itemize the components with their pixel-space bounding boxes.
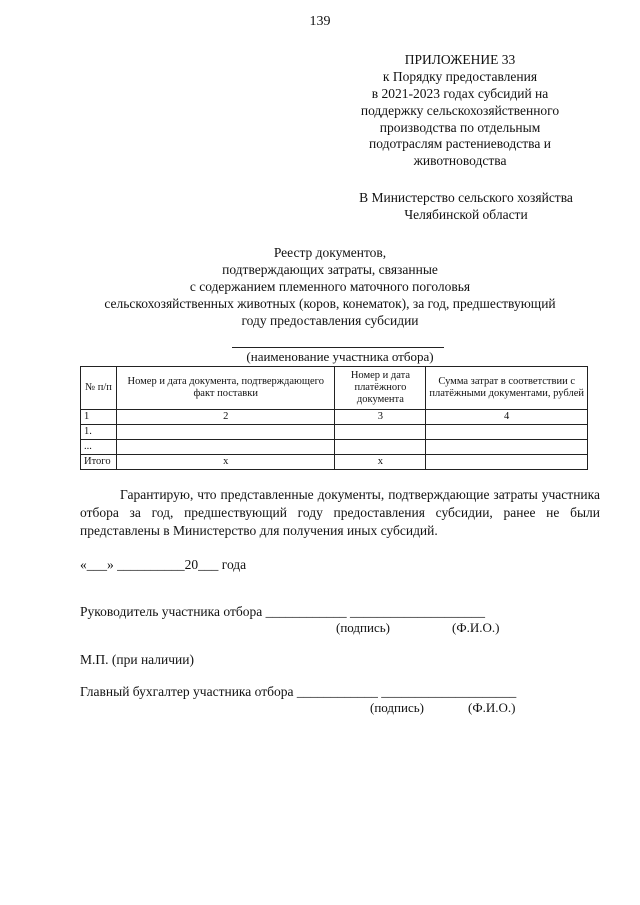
table-header-row bbox=[81, 367, 588, 410]
title-line: с содержанием племенного маточного поголовья bbox=[189, 278, 471, 294]
accountant-signature-label: Главный бухгалтер участника отбора bbox=[80, 684, 294, 699]
header-number: № п/п bbox=[81, 367, 117, 410]
accountant-signature-blank: ____________ ____________________ bbox=[296, 684, 517, 699]
head-signature-caption: (подпись) bbox=[336, 620, 390, 635]
header-cost-amount: Сумма затрат в соответствии с платёжными документами, рублей bbox=[426, 367, 588, 410]
head-name-caption: (Ф.И.О.) bbox=[452, 620, 500, 635]
participant-caption: (наименование участника отбора) bbox=[246, 349, 434, 364]
addressee-line: В Министерство сельского хозяйства bbox=[359, 190, 573, 205]
table-cell: ... bbox=[81, 440, 117, 455]
table-cell bbox=[335, 440, 426, 455]
table-cell bbox=[116, 440, 335, 455]
table-cell: 2 bbox=[116, 410, 335, 425]
appendix-block bbox=[340, 52, 580, 170]
title-line: Реестр документов, bbox=[273, 245, 387, 260]
header-delivery-document: Номер и дата документа, подтверждающего факт поставки bbox=[116, 367, 335, 410]
appendix-title: ПРИЛОЖЕНИЕ 33 bbox=[404, 52, 516, 67]
date-line: «___» __________20___ года bbox=[80, 557, 247, 572]
table-cell: x bbox=[335, 455, 426, 470]
document-title bbox=[60, 245, 600, 329]
table-cell: 1. bbox=[81, 425, 117, 440]
page-number: 139 bbox=[309, 14, 331, 29]
appendix-line: поддержку сельскохозяйственного bbox=[360, 102, 560, 118]
head-signature-blank: ____________ ____________________ bbox=[265, 604, 485, 619]
accountant-signature-caption: (подпись) bbox=[370, 700, 424, 715]
table-row bbox=[81, 425, 588, 440]
table-cell bbox=[335, 425, 426, 440]
table-cell bbox=[426, 425, 588, 440]
table-cell: 3 bbox=[335, 410, 426, 425]
appendix-line: производства по отдельным bbox=[379, 119, 541, 135]
table-cell: x bbox=[116, 455, 335, 470]
header-payment-document: Номер и дата платёжного документа bbox=[335, 367, 426, 410]
appendix-line: подотраслям растениеводства и bbox=[369, 136, 551, 152]
title-line: сельскохозяйственных животных (коров, конематок), за год, предшествующий bbox=[104, 295, 556, 311]
table-cell bbox=[426, 440, 588, 455]
table-cell: 1 bbox=[81, 410, 117, 425]
table-row bbox=[81, 410, 588, 425]
title-line: году предоставления субсидии bbox=[241, 312, 419, 328]
accountant-name-caption: (Ф.И.О.) bbox=[468, 700, 516, 715]
table-cell: 4 bbox=[426, 410, 588, 425]
guarantee-text: Гарантирую, что представленные документы, подтверждающие затраты участника отбора за год, предшествующий году предоставления субсидии, ранее не были представлены в Министерство для получения иных субсидий. bbox=[80, 487, 600, 539]
head-signature-label: Руководитель участника отбора bbox=[80, 604, 263, 619]
appendix-line: животноводства bbox=[413, 153, 507, 169]
head-signature-row bbox=[80, 604, 485, 620]
accountant-signature-row bbox=[80, 684, 516, 700]
seal-note: М.П. (при наличии) bbox=[80, 652, 194, 667]
addressee-block bbox=[336, 190, 596, 224]
title-line: подтверждающих затраты, связанные bbox=[222, 261, 438, 277]
table-cell bbox=[426, 455, 588, 470]
appendix-line: к Порядку предоставления bbox=[382, 68, 538, 84]
appendix-line: в 2021-2023 годах субсидий на bbox=[371, 85, 549, 101]
addressee-line: Челябинской области bbox=[404, 206, 528, 222]
participant-name-line bbox=[232, 347, 444, 348]
table-cell bbox=[116, 425, 335, 440]
table-row bbox=[81, 440, 588, 455]
table-row-total bbox=[81, 455, 588, 470]
registry-table bbox=[80, 366, 588, 470]
table-cell: Итого bbox=[81, 455, 117, 470]
